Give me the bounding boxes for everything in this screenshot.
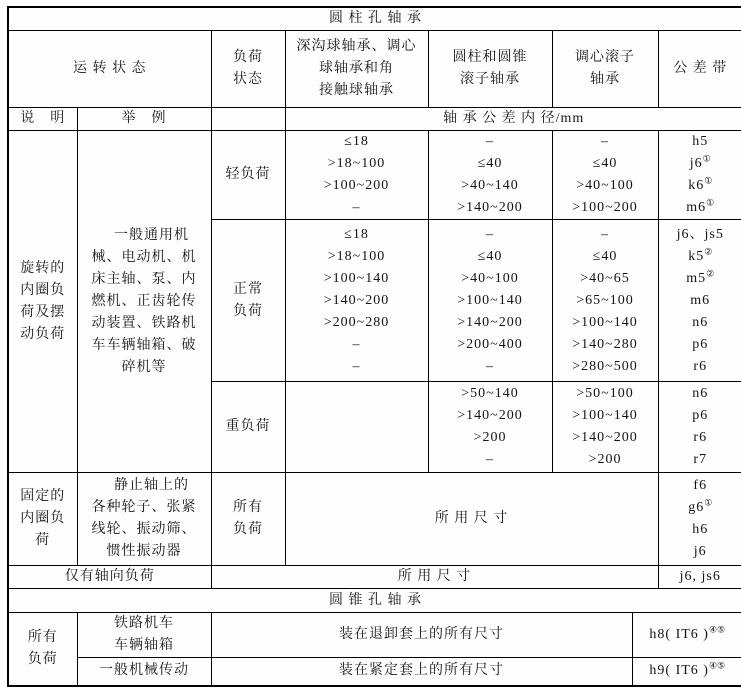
- header-deep-groove-ball-bearings: 深沟球轴承、调心 球轴承和角 接触球轴承: [285, 31, 428, 108]
- cell-light-load-deep-groove-ranges: ≤18 >18~100 >100~200 –: [285, 131, 428, 220]
- cell-heavy-load-deep-groove-empty: [285, 382, 428, 473]
- section-title-tapered-bore: 圆 锥 孔 轴 承: [8, 589, 741, 613]
- header-cylindrical-taper-roller-bearings: 圆柱和圆锥 滚子轴承: [428, 31, 552, 108]
- cell-axial-load-only-label: 仅有轴向负荷: [8, 566, 211, 589]
- cell-rotating-load-examples: 一般通用机 械、电动机、机 床主轴、泵、内 燃机、正齿轮传 动装置、铁路机 车车辆轴箱、破 碎机等: [77, 131, 211, 473]
- subheader-empty: [211, 108, 285, 131]
- header-operating-condition: 运 转 状 态: [8, 31, 211, 108]
- cell-all-loads-label: 所有 负荷: [211, 473, 285, 566]
- header-tolerance-band: 公 差 带: [658, 31, 741, 108]
- header-self-aligning-roller-bearings: 调心滚子 轴承: [552, 31, 658, 108]
- cell-rotating-inner-ring-load-description: 旋转的 内圈负 荷及摆 动负荷: [8, 131, 77, 473]
- cell-stationary-inner-ring-load-description: 固定的 内圈负 荷: [8, 473, 77, 566]
- cell-adapter-sleeve-tolerance: h9( IT6 )④⑤: [632, 658, 741, 686]
- cell-railway-axle-box-example: 铁路机车 车辆轴箱: [77, 613, 211, 658]
- cell-light-load-tolerances: h5 j6① k6① m6①: [658, 131, 741, 220]
- section-title-cylindrical-bore: 圆 柱 孔 轴 承: [8, 7, 741, 31]
- header-load-state: 负荷 状态: [211, 31, 285, 108]
- cell-heavy-load-tolerances: n6 p6 r6 r7: [658, 382, 741, 473]
- cell-stationary-load-examples: 静止轴上的 各种轮子、张紧 线轮、振动筛、 惯性振动器: [77, 473, 211, 566]
- cell-axial-load-tolerance: j6, js6: [658, 566, 741, 589]
- cell-light-load-self-aligning-ranges: – ≤40 >40~100 >100~200: [552, 131, 658, 220]
- cell-normal-load-cyl-taper-ranges: – ≤40 >40~100 >100~140 >140~200 >200~400 –: [428, 220, 552, 382]
- cell-stationary-all-sizes: 所 用 尺 寸: [285, 473, 658, 566]
- cell-heavy-load-label: 重负荷: [211, 382, 285, 473]
- cell-light-load-cyl-taper-ranges: – ≤40 >40~140 >140~200: [428, 131, 552, 220]
- cell-normal-load-tolerances: j6、js5 k5② m5② m6 n6 p6 r6: [658, 220, 741, 382]
- cell-heavy-load-cyl-taper-ranges: >50~140 >140~200 >200 –: [428, 382, 552, 473]
- subheader-description: 说 明: [8, 108, 77, 131]
- subheader-bore-diameter: 轴 承 公 差 内 径/mm: [285, 108, 741, 131]
- cell-axial-load-all-sizes: 所 用 尺 寸: [211, 566, 658, 589]
- cell-stationary-tolerances: f6 g6① h6 j6: [658, 473, 741, 566]
- cell-heavy-load-self-aligning-ranges: >50~100 >100~140 >140~200 >200: [552, 382, 658, 473]
- cell-withdrawal-sleeve-sizes: 装在退卸套上的所有尺寸: [211, 613, 632, 658]
- cell-light-load-label: 轻负荷: [211, 131, 285, 220]
- cell-normal-load-self-aligning-ranges: – ≤40 >40~65 >65~100 >100~140 >140~280 >280~500: [552, 220, 658, 382]
- bearing-tolerance-table: [7, 6, 741, 687]
- cell-normal-load-deep-groove-ranges: ≤18 >18~100 >100~140 >140~200 >200~280 – –: [285, 220, 428, 382]
- cell-normal-load-label: 正常 负荷: [211, 220, 285, 382]
- cell-withdrawal-sleeve-tolerance: h8( IT6 )④⑤: [632, 613, 741, 658]
- cell-adapter-sleeve-sizes: 装在紧定套上的所有尺寸: [211, 658, 632, 686]
- cell-tapered-all-loads-label: 所有 负荷: [8, 613, 77, 686]
- subheader-example: 举 例: [77, 108, 211, 131]
- cell-general-machinery-example: 一般机械传动: [77, 658, 211, 686]
